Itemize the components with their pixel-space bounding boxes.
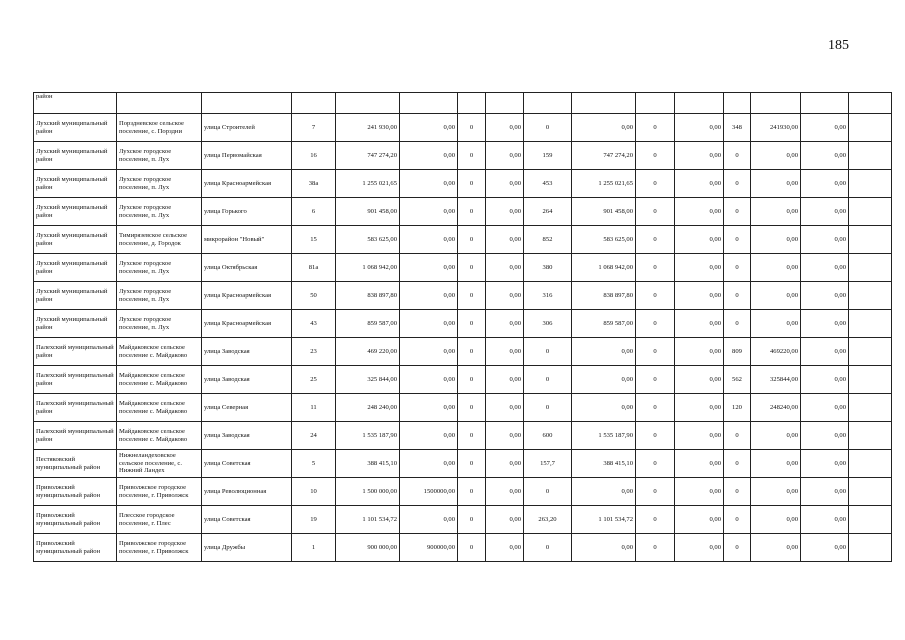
cell-area-item-4: 380 [524, 254, 572, 282]
cell-total-cost: 900 000,00 [336, 534, 400, 562]
cell-cost-item-7: 0,00 [801, 254, 849, 282]
cell-area-item-6: 562 [724, 366, 751, 394]
cell-empty [849, 506, 892, 534]
cell-area-item-4: 0 [524, 534, 572, 562]
cell-house-number: 15 [292, 226, 336, 254]
cell-settlement: Лухское городское поселение, п. Лух [117, 254, 202, 282]
cell-cost-item-3: 0,00 [486, 422, 524, 450]
cell-area-item-5: 0 [636, 506, 675, 534]
cell-district: Приволжский муниципальный район [34, 506, 117, 534]
cell-settlement: Приволжское городское поселение, г. Приволжск [117, 534, 202, 562]
cell-district: Приволжский муниципальный район [34, 534, 117, 562]
carryover-cell [336, 93, 400, 114]
cell-district: Лухский муниципальный район [34, 226, 117, 254]
cell-empty [849, 170, 892, 198]
cell-cost-item-5: 0,00 [675, 254, 724, 282]
cell-area-item-3: 0 [458, 506, 486, 534]
cell-empty [849, 534, 892, 562]
cell-area-item-5: 0 [636, 170, 675, 198]
carryover-cell [724, 93, 751, 114]
cell-cost-item-4: 1 068 942,00 [572, 254, 636, 282]
table-row [34, 226, 892, 254]
cell-cost-item-3: 0,00 [486, 366, 524, 394]
cell-cost-item-7: 0,00 [801, 114, 849, 142]
cell-cost-item-5: 0,00 [675, 170, 724, 198]
cell-cost-item-4: 1 101 534,72 [572, 506, 636, 534]
cell-area-item-5: 0 [636, 282, 675, 310]
cell-settlement: Приволжское городское поселение, г. Приволжск [117, 478, 202, 506]
cell-cost-item-6: 0,00 [751, 142, 801, 170]
cell-street: улица Северная [202, 394, 292, 422]
cell-street: улица Горького [202, 198, 292, 226]
cell-cost-item-4: 0,00 [572, 114, 636, 142]
cell-cost-item-6: 0,00 [751, 534, 801, 562]
cell-area-item-4: 263,20 [524, 506, 572, 534]
cell-cost-item-2: 0,00 [400, 450, 458, 478]
cell-cost-item-3: 0,00 [486, 114, 524, 142]
cell-cost-item-2: 0,00 [400, 394, 458, 422]
cell-total-cost: 583 625,00 [336, 226, 400, 254]
cell-empty [849, 478, 892, 506]
cell-area-item-4: 157,7 [524, 450, 572, 478]
cell-district: Лухский муниципальный район [34, 282, 117, 310]
cell-empty [849, 366, 892, 394]
cell-cost-item-3: 0,00 [486, 506, 524, 534]
cell-cost-item-2: 0,00 [400, 310, 458, 338]
cell-cost-item-5: 0,00 [675, 534, 724, 562]
cell-cost-item-3: 0,00 [486, 478, 524, 506]
table-row [34, 534, 892, 562]
cell-cost-item-6: 0,00 [751, 478, 801, 506]
carryover-cell [486, 93, 524, 114]
cell-cost-item-5: 0,00 [675, 366, 724, 394]
cell-area-item-4: 0 [524, 394, 572, 422]
cell-area-item-3: 0 [458, 142, 486, 170]
table-row [34, 114, 892, 142]
cell-district: Палехский муниципальный район [34, 338, 117, 366]
cell-cost-item-2: 0,00 [400, 198, 458, 226]
carryover-cell [675, 93, 724, 114]
cell-cost-item-6: 469220,00 [751, 338, 801, 366]
cell-area-item-3: 0 [458, 226, 486, 254]
cell-area-item-4: 0 [524, 366, 572, 394]
cell-house-number: 6 [292, 198, 336, 226]
cell-area-item-5: 0 [636, 114, 675, 142]
cell-area-item-4: 306 [524, 310, 572, 338]
cell-settlement: Лухское городское поселение, п. Лух [117, 310, 202, 338]
cell-house-number: 38а [292, 170, 336, 198]
cell-cost-item-2: 0,00 [400, 142, 458, 170]
cell-cost-item-3: 0,00 [486, 254, 524, 282]
cell-settlement: Лухское городское поселение, п. Лух [117, 282, 202, 310]
cell-cost-item-3: 0,00 [486, 310, 524, 338]
cell-empty [849, 338, 892, 366]
cell-cost-item-7: 0,00 [801, 198, 849, 226]
carryover-cell [849, 93, 892, 114]
cell-area-item-3: 0 [458, 534, 486, 562]
cell-cost-item-7: 0,00 [801, 422, 849, 450]
cell-cost-item-4: 0,00 [572, 394, 636, 422]
cell-cost-item-5: 0,00 [675, 142, 724, 170]
cell-cost-item-7: 0,00 [801, 534, 849, 562]
cell-area-item-5: 0 [636, 226, 675, 254]
cell-cost-item-3: 0,00 [486, 142, 524, 170]
table-row [34, 310, 892, 338]
cell-house-number: 24 [292, 422, 336, 450]
cell-street: улица Заводская [202, 366, 292, 394]
cell-cost-item-7: 0,00 [801, 366, 849, 394]
cell-area-item-3: 0 [458, 366, 486, 394]
cell-cost-item-2: 0,00 [400, 170, 458, 198]
cell-area-item-5: 0 [636, 534, 675, 562]
cell-street: улица Красноармейская [202, 170, 292, 198]
cell-cost-item-7: 0,00 [801, 450, 849, 478]
carryover-cell [524, 93, 572, 114]
cell-cost-item-2: 0,00 [400, 422, 458, 450]
cell-cost-item-2: 0,00 [400, 254, 458, 282]
cell-cost-item-3: 0,00 [486, 450, 524, 478]
carryover-cell: район [34, 93, 117, 114]
cell-area-item-5: 0 [636, 338, 675, 366]
cell-district: Палехский муниципальный район [34, 422, 117, 450]
cell-street: улица Октябрьская [202, 254, 292, 282]
cell-cost-item-3: 0,00 [486, 226, 524, 254]
cell-settlement: Лухское городское поселение, п. Лух [117, 198, 202, 226]
cell-area-item-3: 0 [458, 338, 486, 366]
cell-cost-item-7: 0,00 [801, 338, 849, 366]
cell-district: Лухский муниципальный район [34, 310, 117, 338]
table-row [34, 282, 892, 310]
carryover-cell [458, 93, 486, 114]
table-row [34, 422, 892, 450]
carryover-cell [751, 93, 801, 114]
carryover-cell [117, 93, 202, 114]
cell-area-item-3: 0 [458, 254, 486, 282]
cell-area-item-3: 0 [458, 114, 486, 142]
cell-cost-item-7: 0,00 [801, 478, 849, 506]
cell-cost-item-6: 0,00 [751, 226, 801, 254]
cell-settlement: Порздневское сельское поселение, с. Порздни [117, 114, 202, 142]
cell-cost-item-4: 388 415,10 [572, 450, 636, 478]
cell-house-number: 11 [292, 394, 336, 422]
cell-area-item-6: 0 [724, 506, 751, 534]
cell-cost-item-5: 0,00 [675, 226, 724, 254]
cell-area-item-5: 0 [636, 142, 675, 170]
cell-settlement: Нижнеландеховское сельское поселение, с. Нижний Ландех [117, 450, 202, 478]
cell-area-item-3: 0 [458, 198, 486, 226]
cell-cost-item-2: 0,00 [400, 114, 458, 142]
cell-cost-item-6: 0,00 [751, 170, 801, 198]
cell-cost-item-3: 0,00 [486, 170, 524, 198]
cell-area-item-5: 0 [636, 310, 675, 338]
cell-cost-item-4: 859 587,00 [572, 310, 636, 338]
cell-area-item-6: 0 [724, 282, 751, 310]
cell-total-cost: 1 068 942,00 [336, 254, 400, 282]
cell-total-cost: 838 897,80 [336, 282, 400, 310]
cell-total-cost: 325 844,00 [336, 366, 400, 394]
cell-total-cost: 241 930,00 [336, 114, 400, 142]
cell-empty [849, 254, 892, 282]
table-row [34, 478, 892, 506]
cell-area-item-3: 0 [458, 450, 486, 478]
cell-cost-item-3: 0,00 [486, 338, 524, 366]
cell-empty [849, 394, 892, 422]
cell-settlement: Лухское городское поселение, п. Лух [117, 142, 202, 170]
cell-empty [849, 450, 892, 478]
carryover-cell [801, 93, 849, 114]
cell-cost-item-2: 0,00 [400, 338, 458, 366]
cell-street: улица Революционная [202, 478, 292, 506]
cell-street: улица Заводская [202, 422, 292, 450]
cell-area-item-3: 0 [458, 422, 486, 450]
cell-cost-item-7: 0,00 [801, 170, 849, 198]
cell-cost-item-3: 0,00 [486, 282, 524, 310]
cell-area-item-3: 0 [458, 394, 486, 422]
carryover-cell [636, 93, 675, 114]
cell-house-number: 23 [292, 338, 336, 366]
cell-total-cost: 901 458,00 [336, 198, 400, 226]
cell-area-item-4: 264 [524, 198, 572, 226]
cell-area-item-3: 0 [458, 282, 486, 310]
cell-empty [849, 422, 892, 450]
cell-settlement: Плесское городское поселение, г. Плес [117, 506, 202, 534]
cell-total-cost: 1 535 187,90 [336, 422, 400, 450]
cell-house-number: 1 [292, 534, 336, 562]
cell-cost-item-4: 1 535 187,90 [572, 422, 636, 450]
carryover-cell [202, 93, 292, 114]
cell-area-item-5: 0 [636, 478, 675, 506]
cell-total-cost: 388 415,10 [336, 450, 400, 478]
cell-street: улица Красноармейская [202, 310, 292, 338]
cell-area-item-5: 0 [636, 394, 675, 422]
table-row [34, 142, 892, 170]
cell-cost-item-4: 0,00 [572, 478, 636, 506]
budget-table [33, 92, 892, 562]
cell-street: улица Дружбы [202, 534, 292, 562]
cell-settlement: Лухское городское поселение, п. Лух [117, 170, 202, 198]
cell-empty [849, 114, 892, 142]
table-row [34, 394, 892, 422]
cell-total-cost: 248 240,00 [336, 394, 400, 422]
cell-district: Лухский муниципальный район [34, 198, 117, 226]
cell-cost-item-2: 0,00 [400, 506, 458, 534]
cell-cost-item-4: 0,00 [572, 534, 636, 562]
carryover-cell [292, 93, 336, 114]
cell-area-item-4: 159 [524, 142, 572, 170]
cell-area-item-5: 0 [636, 198, 675, 226]
cell-area-item-6: 0 [724, 170, 751, 198]
cell-cost-item-7: 0,00 [801, 310, 849, 338]
table-body [34, 93, 892, 562]
cell-district: Лухский муниципальный район [34, 254, 117, 282]
cell-district: Палехский муниципальный район [34, 366, 117, 394]
cell-cost-item-5: 0,00 [675, 450, 724, 478]
cell-empty [849, 226, 892, 254]
cell-district: Лухский муниципальный район [34, 170, 117, 198]
cell-cost-item-5: 0,00 [675, 422, 724, 450]
cell-street: улица Заводская [202, 338, 292, 366]
cell-total-cost: 859 587,00 [336, 310, 400, 338]
cell-cost-item-4: 747 274,20 [572, 142, 636, 170]
cell-area-item-6: 0 [724, 226, 751, 254]
cell-cost-item-5: 0,00 [675, 114, 724, 142]
cell-district: Приволжский муниципальный район [34, 478, 117, 506]
cell-cost-item-5: 0,00 [675, 338, 724, 366]
cell-district: Пестяковский муниципальный район [34, 450, 117, 478]
cell-empty [849, 142, 892, 170]
cell-area-item-4: 0 [524, 114, 572, 142]
cell-cost-item-3: 0,00 [486, 198, 524, 226]
carryover-cell [572, 93, 636, 114]
cell-cost-item-6: 0,00 [751, 282, 801, 310]
cell-street: улица Строителей [202, 114, 292, 142]
cell-area-item-6: 0 [724, 142, 751, 170]
cell-area-item-6: 0 [724, 534, 751, 562]
cell-area-item-5: 0 [636, 254, 675, 282]
cell-house-number: 16 [292, 142, 336, 170]
cell-cost-item-2: 1500000,00 [400, 478, 458, 506]
cell-area-item-6: 0 [724, 450, 751, 478]
cell-area-item-6: 0 [724, 198, 751, 226]
cell-settlement: Майдаковское сельское поселение с. Майдаково [117, 422, 202, 450]
cell-house-number: 10 [292, 478, 336, 506]
cell-cost-item-2: 0,00 [400, 226, 458, 254]
cell-cost-item-5: 0,00 [675, 198, 724, 226]
page-number: 185 [828, 38, 849, 53]
cell-cost-item-6: 241930,00 [751, 114, 801, 142]
cell-cost-item-4: 0,00 [572, 338, 636, 366]
cell-cost-item-6: 0,00 [751, 450, 801, 478]
cell-area-item-6: 0 [724, 478, 751, 506]
cell-empty [849, 198, 892, 226]
carryover-row [34, 93, 892, 114]
table-row [34, 198, 892, 226]
cell-cost-item-3: 0,00 [486, 394, 524, 422]
cell-district: Лухский муниципальный район [34, 142, 117, 170]
cell-district: Лухский муниципальный район [34, 114, 117, 142]
table-row [34, 450, 892, 478]
cell-cost-item-7: 0,00 [801, 394, 849, 422]
cell-cost-item-6: 0,00 [751, 310, 801, 338]
cell-cost-item-4: 838 897,80 [572, 282, 636, 310]
cell-settlement: Майдаковское сельское поселение с. Майдаково [117, 394, 202, 422]
table-row [34, 506, 892, 534]
cell-cost-item-5: 0,00 [675, 478, 724, 506]
cell-total-cost: 1 255 021,65 [336, 170, 400, 198]
cell-cost-item-2: 0,00 [400, 366, 458, 394]
cell-area-item-4: 316 [524, 282, 572, 310]
table-row [34, 366, 892, 394]
cell-total-cost: 747 274,20 [336, 142, 400, 170]
cell-total-cost: 1 500 000,00 [336, 478, 400, 506]
carryover-cell [400, 93, 458, 114]
cell-cost-item-6: 248240,00 [751, 394, 801, 422]
cell-cost-item-5: 0,00 [675, 506, 724, 534]
cell-total-cost: 469 220,00 [336, 338, 400, 366]
table-row [34, 170, 892, 198]
cell-cost-item-7: 0,00 [801, 282, 849, 310]
cell-area-item-6: 0 [724, 254, 751, 282]
cell-area-item-3: 0 [458, 478, 486, 506]
cell-settlement: Тимирязевское сельское поселение, д. Городок [117, 226, 202, 254]
cell-cost-item-2: 0,00 [400, 282, 458, 310]
cell-cost-item-6: 0,00 [751, 198, 801, 226]
cell-cost-item-4: 583 625,00 [572, 226, 636, 254]
cell-cost-item-2: 900000,00 [400, 534, 458, 562]
cell-area-item-4: 600 [524, 422, 572, 450]
cell-house-number: 43 [292, 310, 336, 338]
cell-house-number: 50 [292, 282, 336, 310]
cell-cost-item-4: 901 458,00 [572, 198, 636, 226]
cell-cost-item-4: 0,00 [572, 366, 636, 394]
cell-area-item-5: 0 [636, 450, 675, 478]
cell-cost-item-6: 325844,00 [751, 366, 801, 394]
cell-cost-item-6: 0,00 [751, 506, 801, 534]
cell-house-number: 25 [292, 366, 336, 394]
cell-cost-item-5: 0,00 [675, 310, 724, 338]
cell-area-item-6: 809 [724, 338, 751, 366]
cell-street: улица Первомайская [202, 142, 292, 170]
cell-street: улица Советская [202, 506, 292, 534]
cell-area-item-6: 0 [724, 422, 751, 450]
cell-district: Палехский муниципальный район [34, 394, 117, 422]
cell-cost-item-7: 0,00 [801, 506, 849, 534]
cell-cost-item-7: 0,00 [801, 226, 849, 254]
cell-street: улица Красноармейская [202, 282, 292, 310]
cell-area-item-5: 0 [636, 422, 675, 450]
cell-cost-item-7: 0,00 [801, 142, 849, 170]
cell-area-item-6: 120 [724, 394, 751, 422]
cell-empty [849, 310, 892, 338]
cell-cost-item-4: 1 255 021,65 [572, 170, 636, 198]
cell-area-item-4: 0 [524, 478, 572, 506]
cell-house-number: 5 [292, 450, 336, 478]
cell-area-item-6: 0 [724, 310, 751, 338]
cell-house-number: 7 [292, 114, 336, 142]
cell-area-item-4: 0 [524, 338, 572, 366]
cell-area-item-6: 348 [724, 114, 751, 142]
cell-house-number: 19 [292, 506, 336, 534]
cell-empty [849, 282, 892, 310]
cell-cost-item-3: 0,00 [486, 534, 524, 562]
cell-house-number: 81а [292, 254, 336, 282]
cell-settlement: Майдаковское сельское поселение с. Майдаково [117, 338, 202, 366]
cell-cost-item-6: 0,00 [751, 254, 801, 282]
table-row [34, 338, 892, 366]
table-row [34, 254, 892, 282]
cell-street: микрорайон "Новый" [202, 226, 292, 254]
cell-area-item-3: 0 [458, 170, 486, 198]
cell-area-item-5: 0 [636, 366, 675, 394]
cell-street: улица Советская [202, 450, 292, 478]
cell-area-item-4: 453 [524, 170, 572, 198]
cell-cost-item-6: 0,00 [751, 422, 801, 450]
cell-area-item-3: 0 [458, 310, 486, 338]
cell-area-item-4: 852 [524, 226, 572, 254]
cell-settlement: Майдаковское сельское поселение с. Майдаково [117, 366, 202, 394]
cell-total-cost: 1 101 534,72 [336, 506, 400, 534]
cell-cost-item-5: 0,00 [675, 394, 724, 422]
cell-cost-item-5: 0,00 [675, 282, 724, 310]
